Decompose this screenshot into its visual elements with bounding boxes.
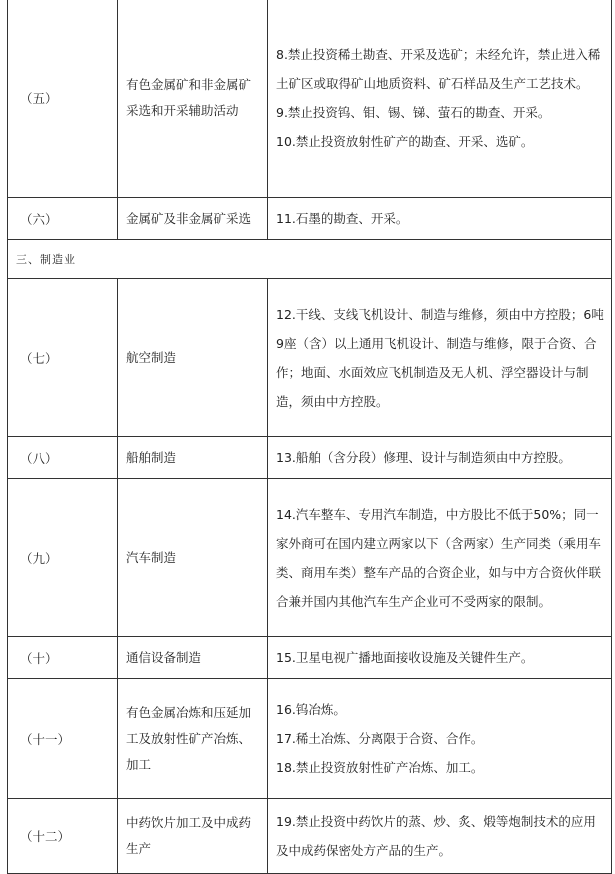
industry-category: 船舶制造 <box>118 437 268 479</box>
provision-item: 13.船舶（含分段）修理、设计与制造须由中方控股。 <box>276 450 571 465</box>
provision-item: 17.稀土冶炼、分离限于合资、合作。 <box>276 731 484 746</box>
industry-category: 航空制造 <box>118 279 268 437</box>
provision-item: 14.汽车整车、专用汽车制造，中方股比不低于50%；同一家外商可在国内建立两家以下（含两家）生产同类（乘用车类、商用车类）整车产品的合资企业，如与中方合资伙伴联合兼并国内其他汽车生产企业可不受两家的限制。 <box>276 506 602 609</box>
table-row <box>8 437 612 479</box>
industry-category: 有色金属矿和非金属矿采选和开采辅助活动 <box>118 0 268 198</box>
provision-item: 10.禁止投资放射性矿产的勘查、开采、选矿。 <box>276 134 534 149</box>
provision-list <box>268 479 612 637</box>
row-number: （六） <box>8 198 118 240</box>
provision-item: 18.禁止投资放射性矿产冶炼、加工。 <box>276 760 484 775</box>
industry-category: 汽车制造 <box>118 479 268 637</box>
provision-item: 15.卫星电视广播地面接收设施及关键件生产。 <box>276 650 534 665</box>
row-number: （五） <box>8 0 118 198</box>
row-number: （九） <box>8 479 118 637</box>
provision-item: 16.钨冶炼。 <box>276 702 346 717</box>
provision-item: 12.干线、支线飞机设计、制造与维修，须由中方控股；6吨9座（含）以上通用飞机设计、制造与维修，限于合资、合作；地面、水面效应飞机制造及无人机、浮空器设计与制造，须由中方控股。 <box>276 306 604 409</box>
provision-list <box>268 437 612 479</box>
restricted-industries-table <box>7 0 612 874</box>
table-row <box>8 679 612 799</box>
provision-list <box>268 0 612 198</box>
row-number: （十二） <box>8 799 118 874</box>
provision-item: 19.禁止投资中药饮片的蒸、炒、炙、煅等炮制技术的应用及中成药保密处方产品的生产。 <box>276 814 596 858</box>
row-number: （十） <box>8 637 118 679</box>
provision-item: 11.石墨的勘查、开采。 <box>276 211 409 226</box>
section-heading: 三、制造业 <box>8 240 612 279</box>
industry-category: 通信设备制造 <box>118 637 268 679</box>
industry-category: 金属矿及非金属矿采选 <box>118 198 268 240</box>
row-number: （八） <box>8 437 118 479</box>
table-row <box>8 0 612 198</box>
table-row <box>8 799 612 874</box>
provision-list <box>268 198 612 240</box>
provision-list <box>268 279 612 437</box>
table-row <box>8 479 612 637</box>
table-row <box>8 279 612 437</box>
table-row <box>8 198 612 240</box>
provision-item: 8.禁止投资稀土勘查、开采及选矿；未经允许，禁止进入稀土矿区或取得矿山地质资料、矿石样品及生产工艺技术。 <box>276 47 601 91</box>
section-header-row <box>8 240 612 279</box>
provision-item: 9.禁止投资钨、钼、锡、锑、萤石的勘查、开采。 <box>276 105 551 120</box>
provision-list <box>268 637 612 679</box>
row-number: （七） <box>8 279 118 437</box>
row-number: （十一） <box>8 679 118 799</box>
table-row <box>8 637 612 679</box>
industry-category: 有色金属冶炼和压延加工及放射性矿产冶炼、加工 <box>118 679 268 799</box>
provision-list <box>268 799 612 874</box>
provision-list <box>268 679 612 799</box>
industry-category: 中药饮片加工及中成药生产 <box>118 799 268 874</box>
